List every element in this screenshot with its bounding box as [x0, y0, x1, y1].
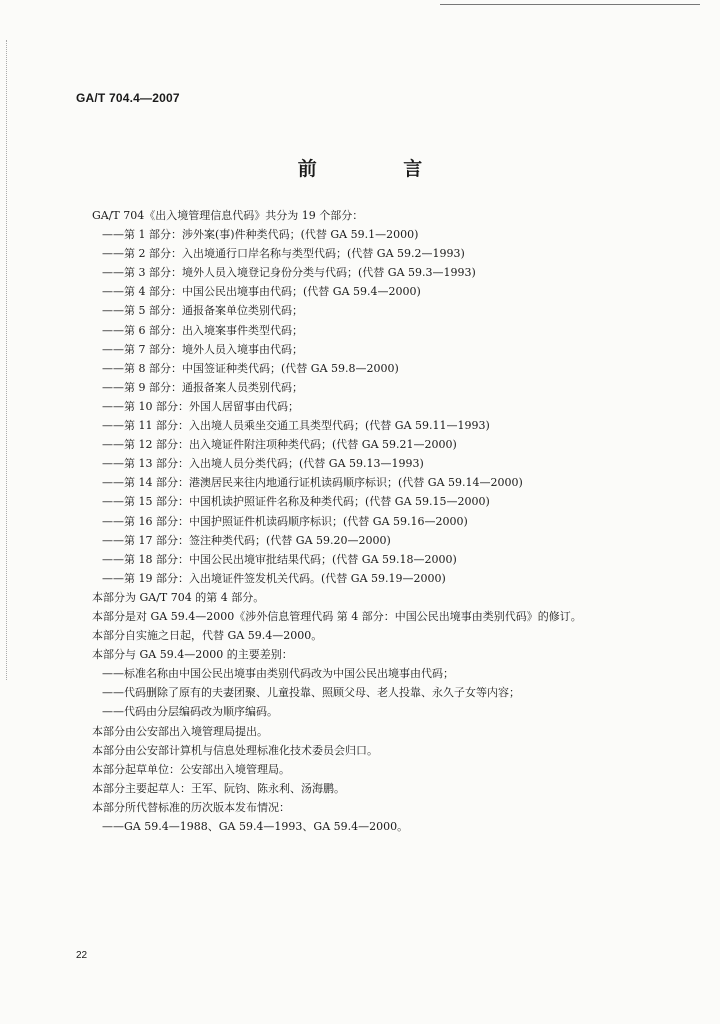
- closing-line: 本部分由公安部出入境管理局提出。: [92, 724, 268, 738]
- difference-item: ——代码由分层编码改为顺序编码。: [102, 705, 278, 719]
- part-item: ——第 1 部分：涉外案(事)件种类代码；(代替 GA 59.1—2000): [102, 228, 419, 242]
- history-line: ——GA 59.4—1988、GA 59.4—1993、GA 59.4—2000。: [102, 820, 409, 833]
- difference-item: ——标准名称由中国公民出境事由类别代码改为中国公民出境事由代码；: [102, 667, 454, 681]
- page-title: 前 言: [297, 158, 463, 180]
- closing-line: 本部分主要起草人：王军、阮钧、陈永利、汤海鹏。: [92, 781, 345, 795]
- scan-margin-line: [6, 40, 7, 680]
- part-item: ——第 14 部分：港澳居民来往内地通行证机读码顺序标识；(代替 GA 59.14—2000): [102, 476, 523, 490]
- intro-line: GA/T 704《出入境管理信息代码》共分为 19 个部分：: [92, 209, 364, 222]
- part-item: ——第 15 部分：中国机读护照证件名称及种类代码；(代替 GA 59.15—2000): [102, 495, 490, 509]
- part-item: ——第 6 部分：出入境案事件类型代码；: [102, 323, 303, 337]
- page-number: 22: [76, 950, 88, 961]
- part-item: ——第 5 部分：通报备案单位类别代码；: [102, 304, 303, 318]
- closing-line: 本部分由公安部计算机与信息处理标准化技术委员会归口。: [92, 743, 378, 757]
- statement-line: 本部分是对 GA 59.4—2000《涉外信息管理代码 第 4 部分：中国公民出境事由类别代码》的修订。: [92, 609, 582, 623]
- part-item: ——第 19 部分：入出境证件签发机关代码。(代替 GA 59.19—2000): [102, 571, 446, 585]
- difference-item: ——代码删除了原有的夫妻团聚、儿童投靠、照顾父母、老人投靠、永久子女等内容；: [102, 686, 520, 700]
- part-item: ——第 17 部分：签注种类代码；(代替 GA 59.20—2000): [102, 533, 391, 547]
- closing-line: 本部分所代替标准的历次版本发布情况：: [92, 800, 290, 814]
- part-item: ——第 11 部分：入出境人员乘坐交通工具类型代码；(代替 GA 59.11—1993): [102, 419, 490, 433]
- part-item: ——第 7 部分：境外人员入境事由代码；: [102, 342, 303, 356]
- part-item: ——第 10 部分：外国人居留事由代码；: [102, 399, 299, 413]
- standard-id: GA/T 704.4—2007: [76, 91, 180, 105]
- closing-line: 本部分起草单位：公安部出入境管理局。: [92, 762, 290, 776]
- part-item: ——第 13 部分：入出境人员分类代码；(代替 GA 59.13—1993): [102, 457, 424, 471]
- statement-line: 本部分自实施之日起，代替 GA 59.4—2000。: [92, 629, 323, 643]
- part-item: ——第 9 部分：通报备案人员类别代码；: [102, 380, 303, 394]
- statement-line: 本部分与 GA 59.4—2000 的主要差别：: [92, 648, 293, 662]
- statement-line: 本部分为 GA/T 704 的第 4 部分。: [92, 590, 265, 604]
- foreword-body: [60, 206, 680, 836]
- scan-edge-line: [440, 4, 700, 5]
- part-item: ——第 12 部分：出入境证件附注项种类代码；(代替 GA 59.21—2000): [102, 438, 457, 452]
- part-item: ——第 3 部分：境外人员入境登记身份分类与代码；(代替 GA 59.3—1993): [102, 266, 476, 280]
- part-item: ——第 16 部分：中国护照证件机读码顺序标识；(代替 GA 59.16—2000): [102, 514, 468, 528]
- part-item: ——第 8 部分：中国签证种类代码；(代替 GA 59.8—2000): [102, 361, 399, 375]
- part-item: ——第 18 部分：中国公民出境审批结果代码；(代替 GA 59.18—2000): [102, 552, 457, 566]
- part-item: ——第 2 部分：入出境通行口岸名称与类型代码；(代替 GA 59.2—1993): [102, 247, 465, 261]
- part-item: ——第 4 部分：中国公民出境事由代码；(代替 GA 59.4—2000): [102, 285, 421, 299]
